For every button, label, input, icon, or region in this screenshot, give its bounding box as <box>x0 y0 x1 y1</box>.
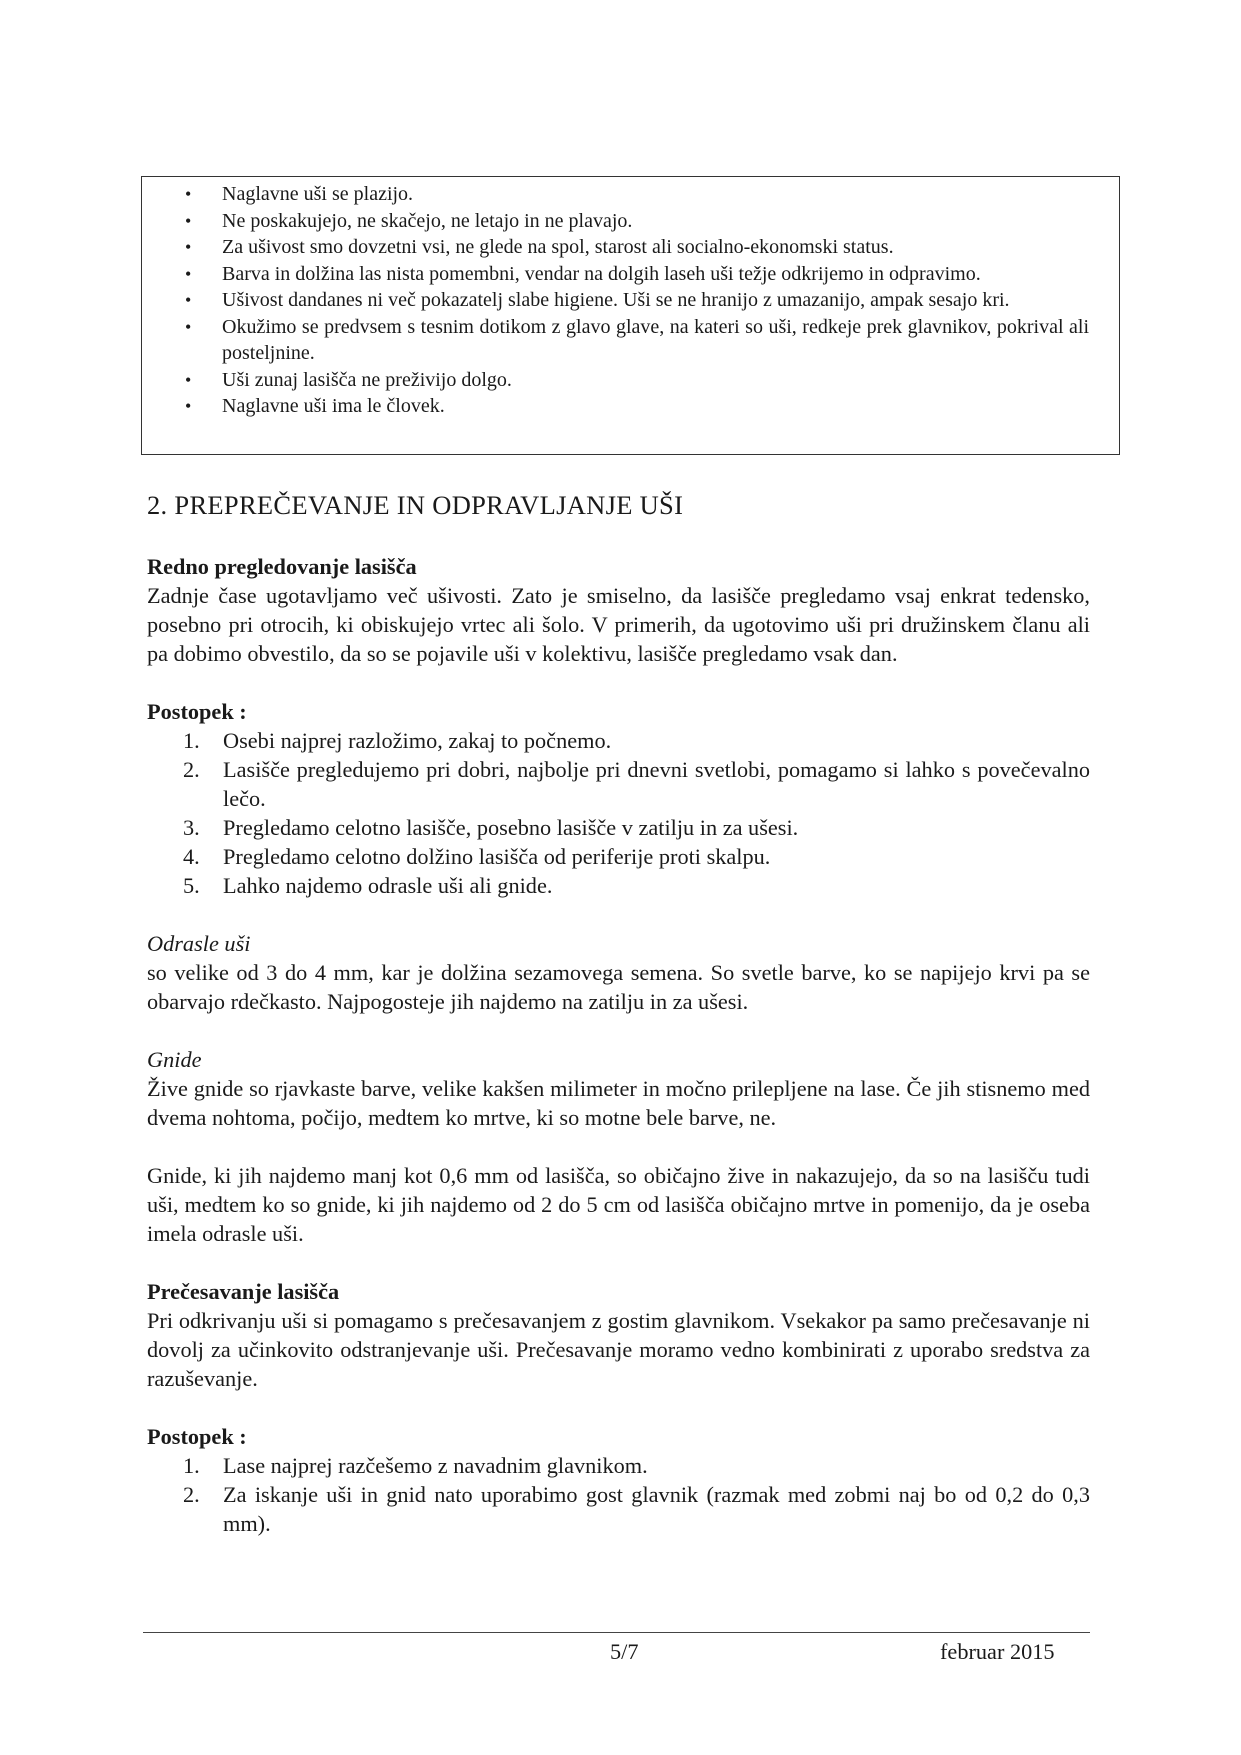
subheading-odrasle: Odrasle uši <box>147 931 251 956</box>
bullet-icon: • <box>185 237 192 257</box>
bullet-icon: • <box>185 316 192 337</box>
subheading-postopek-1: Postopek : <box>147 699 247 724</box>
list-item: 2. Lasišče pregledujemo pri dobri, najbolje pri dnevni svetlobi, pomagamo si lahko s povečevalno lečo. <box>183 757 1090 811</box>
bullet-icon: • <box>185 396 192 416</box>
bullet-icon: • <box>185 263 192 284</box>
bullet-item: • Naglavne uši se plazijo. <box>142 181 1089 208</box>
list-item: 1. Osebi najprej razložimo, zakaj to počnemo. <box>183 728 612 753</box>
subheading-precesavanje: Prečesavanje lasišča <box>147 1279 340 1304</box>
subheading-redno: Redno pregledovanje lasišča <box>147 554 417 579</box>
list-item: 3. Pregledamo celotno lasišče, posebno lasišče v zatilju in za ušesi. <box>183 815 799 840</box>
subheading-postopek-2: Postopek : <box>147 1424 247 1449</box>
numbered-list-postopek-2 <box>147 1451 1090 1538</box>
bullet-item: • Za ušivost smo dovzetni vsi, ne glede na spol, starost ali socialno-ekonomski status. <box>142 234 1089 261</box>
paragraph-redno: Zadnje čase ugotavljamo več ušivosti. Zato je smiselno, da lasišče pregledamo vsaj enkrat tedensko, posebno pri otrocih, ki obiskujejo vrtec ali šolo. V primerih, da ugotovimo uši pri družinskem članu ali pa dobimo obvestilo, da so se pojavile uši v kolektivu, lasišče pregledamo vsak dan. <box>147 583 1090 666</box>
footer-date: februar 2015 <box>940 1639 1055 1664</box>
paragraph-gnide-1: Žive gnide so rjavkaste barve, velike kakšen milimeter in močno prilepljene na lase. Če jih stisnemo med dvema nohtoma, počijo, medtem ko mrtve, ki so motne bele barve, ne. <box>147 1076 1090 1130</box>
info-bullet-list <box>142 177 1119 420</box>
list-item: 5. Lahko najdemo odrasle uši ali gnide. <box>183 873 553 898</box>
list-item: 1. Lase najprej razčešemo z navadnim glavnikom. <box>183 1453 648 1478</box>
bullet-icon: • <box>185 369 192 390</box>
bullet-item: • Okužimo se predvsem s tesnim dotikom z glavo glave, na kateri so uši, redkeje prek glavnikov, pokrival ali posteljnine. <box>185 315 1089 364</box>
bullet-item: • Barva in dolžina las nista pomembni, vendar na dolgih laseh uši težje odkrijemo in odpravimo. <box>142 261 1089 288</box>
footer-divider <box>143 1632 1090 1633</box>
bullet-item: • Naglavne uši ima le človek. <box>142 393 1089 420</box>
bullet-item: • Ne poskakujejo, ne skačejo, ne letajo in ne plavajo. <box>142 208 1089 235</box>
page-number: 5/7 <box>610 1639 639 1664</box>
paragraph-precesavanje: Pri odkrivanju uši si pomagamo s prečesavanjem z gostim glavnikom. Vsekakor pa samo prečesavanje ni dovolj za učinkovito odstranjevanje uši. Prečesavanje moramo vedno kombinirati z uporabo sredstva za razuševanje. <box>147 1308 1090 1391</box>
list-item: 4. Pregledamo celotno dolžino lasišča od periferije proti skalpu. <box>183 844 771 869</box>
numbered-list-postopek-1 <box>147 726 1090 900</box>
bullet-icon: • <box>185 290 192 310</box>
paragraph-gnide-2: Gnide, ki jih najdemo manj kot 0,6 mm od lasišča, so običajno žive in nakazujejo, da so na lasišču tudi uši, medtem ko so gnide, ki jih najdemo od 2 do 5 cm od lasišča običajno mrtve in pomenijo, da je oseba imela odrasle uši. <box>147 1163 1090 1246</box>
info-box <box>141 176 1120 455</box>
paragraph-odrasle: so velike od 3 do 4 mm, kar je dolžina sezamovega semena. So svetle barve, ko se napijejo krvi pa se obarvajo rdečkasto. Najpogosteje jih najdemo na zatilju in za ušesi. <box>147 960 1090 1014</box>
section-title: 2. PREPREČEVANJE IN ODPRAVLJANJE UŠI <box>147 490 684 520</box>
bullet-icon: • <box>185 210 192 231</box>
subheading-gnide: Gnide <box>147 1047 202 1072</box>
bullet-item: • Ušivost dandanes ni več pokazatelj slabe higiene. Uši se ne hranijo z umazanijo, ampak sesajo kri. <box>142 287 1089 314</box>
bullet-icon: • <box>185 184 192 204</box>
bullet-item: • Uši zunaj lasišča ne preživijo dolgo. <box>142 367 1089 394</box>
list-item: 2. Za iskanje uši in gnid nato uporabimo gost glavnik (razmak med zobmi naj bo od 0,2 do 0,3 mm). <box>183 1482 1090 1536</box>
main-content <box>147 488 1090 1538</box>
